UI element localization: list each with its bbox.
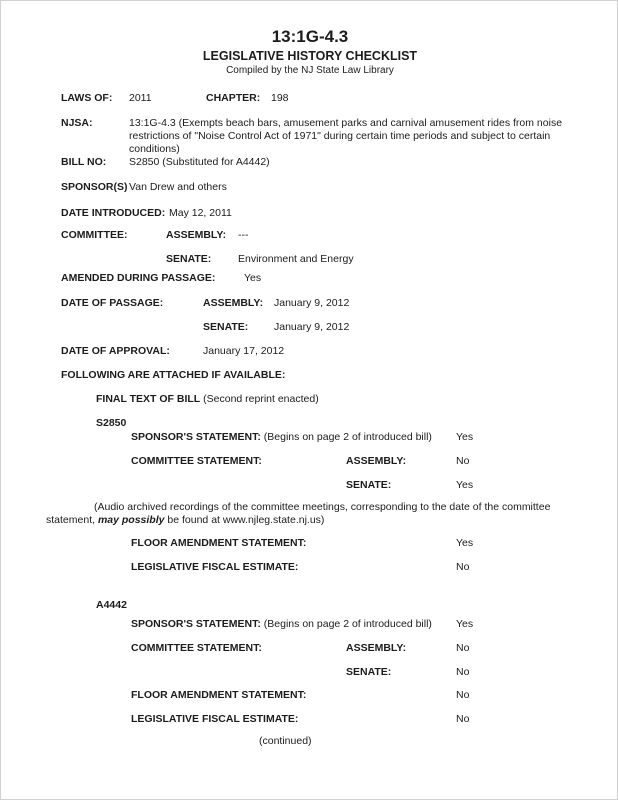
chapter-label: CHAPTER: [206,92,261,104]
s2850-fiscal-estimate-value: No [456,561,470,573]
a4442-committee-statement-label: COMMITTEE STATEMENT: [131,642,262,654]
date-of-approval-value: January 17, 2012 [203,345,285,357]
s2850-sponsor-statement-note: (Begins on page 2 of introduced bill) [263,431,432,443]
bill-no-value: S2850 (Substituted for A4442) [129,156,270,168]
final-text-line [96,393,319,406]
laws-of-label: LAWS OF: [61,92,113,104]
chapter-value: 198 [271,92,289,104]
njsa-label: NJSA: [61,117,93,129]
a4442-senate-value: No [456,666,470,678]
passage-senate-value: January 9, 2012 [274,321,350,333]
a4442-assembly-label: ASSEMBLY: [346,642,407,654]
amended-value: Yes [244,272,262,284]
a4442-sponsor-statement-line [131,618,432,631]
a4442-fiscal-estimate-label: LEGISLATIVE FISCAL ESTIMATE: [131,713,299,725]
final-text-note: (Second reprint enacted) [203,393,319,405]
s2850-sponsor-statement-label: SPONSOR'S STATEMENT: [131,431,261,443]
s2850-heading: S2850 [96,417,127,429]
s2850-senate-value: Yes [456,479,474,491]
a4442-fiscal-estimate-value: No [456,713,470,725]
a4442-assembly-value: No [456,642,470,654]
sponsors-label: SPONSOR(S) [61,181,128,193]
a4442-heading: A4442 [96,599,127,611]
s2850-floor-amendment-value: Yes [456,537,474,549]
a4442-floor-amendment-label: FLOOR AMENDMENT STATEMENT: [131,689,307,701]
page-title: 13:1G-4.3 [271,27,349,46]
a4442-floor-amendment-value: No [456,689,470,701]
a4442-sponsor-statement-note: (Begins on page 2 of introduced bill) [263,618,432,630]
s2850-assembly-label: ASSEMBLY: [346,455,407,467]
passage-senate-label: SENATE: [203,321,249,333]
bill-no-label: BILL NO: [61,156,107,168]
amended-label: AMENDED DURING PASSAGE: [61,272,216,284]
laws-of-value: 2011 [129,92,152,104]
s2850-assembly-value: No [456,455,470,467]
s2850-fiscal-estimate-label: LEGISLATIVE FISCAL ESTIMATE: [131,561,299,573]
date-of-approval-label: DATE OF APPROVAL: [61,345,170,357]
committee-label: COMMITTEE: [61,229,128,241]
njsa-value: 13:1G-4.3 (Exempts beach bars, amusement parks and carnival amusement rides from noise restrictions of "Noise Control Act of 1971" during certain time periods and subject to certain conditions) [129,117,563,155]
s2850-committee-statement-label: COMMITTEE STATEMENT: [131,455,262,467]
s2850-floor-amendment-label: FLOOR AMENDMENT STATEMENT: [131,537,307,549]
audio-note-part1: (Audio archived recordings of the committee meetings, corresponding to the date of the committee statement, [46,501,551,526]
passage-assembly-value: January 9, 2012 [274,297,350,309]
s2850-sponsor-statement-value: Yes [456,431,474,443]
page-subtitle: LEGISLATIVE HISTORY CHECKLIST [202,49,418,63]
a4442-sponsor-statement-label: SPONSOR'S STATEMENT: [131,618,261,630]
date-introduced-value: May 12, 2011 [169,207,232,219]
date-introduced-label: DATE INTRODUCED: [61,207,166,219]
a4442-sponsor-statement-value: Yes [456,618,474,630]
passage-assembly-label: ASSEMBLY: [203,297,264,309]
audio-note-emphasis: may possibly [97,513,165,526]
final-text-label: FINAL TEXT OF BILL [96,393,201,405]
audio-note [46,501,579,526]
a4442-senate-label: SENATE: [346,666,392,678]
committee-assembly-value: --- [238,229,249,241]
s2850-senate-label: SENATE: [346,479,392,491]
s2850-sponsor-statement-line [131,431,432,444]
committee-senate-label: SENATE: [166,253,212,265]
continued-note: (continued) [259,735,312,747]
following-attached-heading: FOLLOWING ARE ATTACHED IF AVAILABLE: [61,369,286,381]
committee-assembly-label: ASSEMBLY: [166,229,227,241]
date-of-passage-label: DATE OF PASSAGE: [61,297,164,309]
compiled-by-line: Compiled by the NJ State Law Library [226,65,394,76]
sponsors-value: Van Drew and others [129,181,227,193]
audio-note-part2: be found at www.njleg.state.nj.us) [164,513,325,526]
committee-senate-value: Environment and Energy [238,253,354,265]
